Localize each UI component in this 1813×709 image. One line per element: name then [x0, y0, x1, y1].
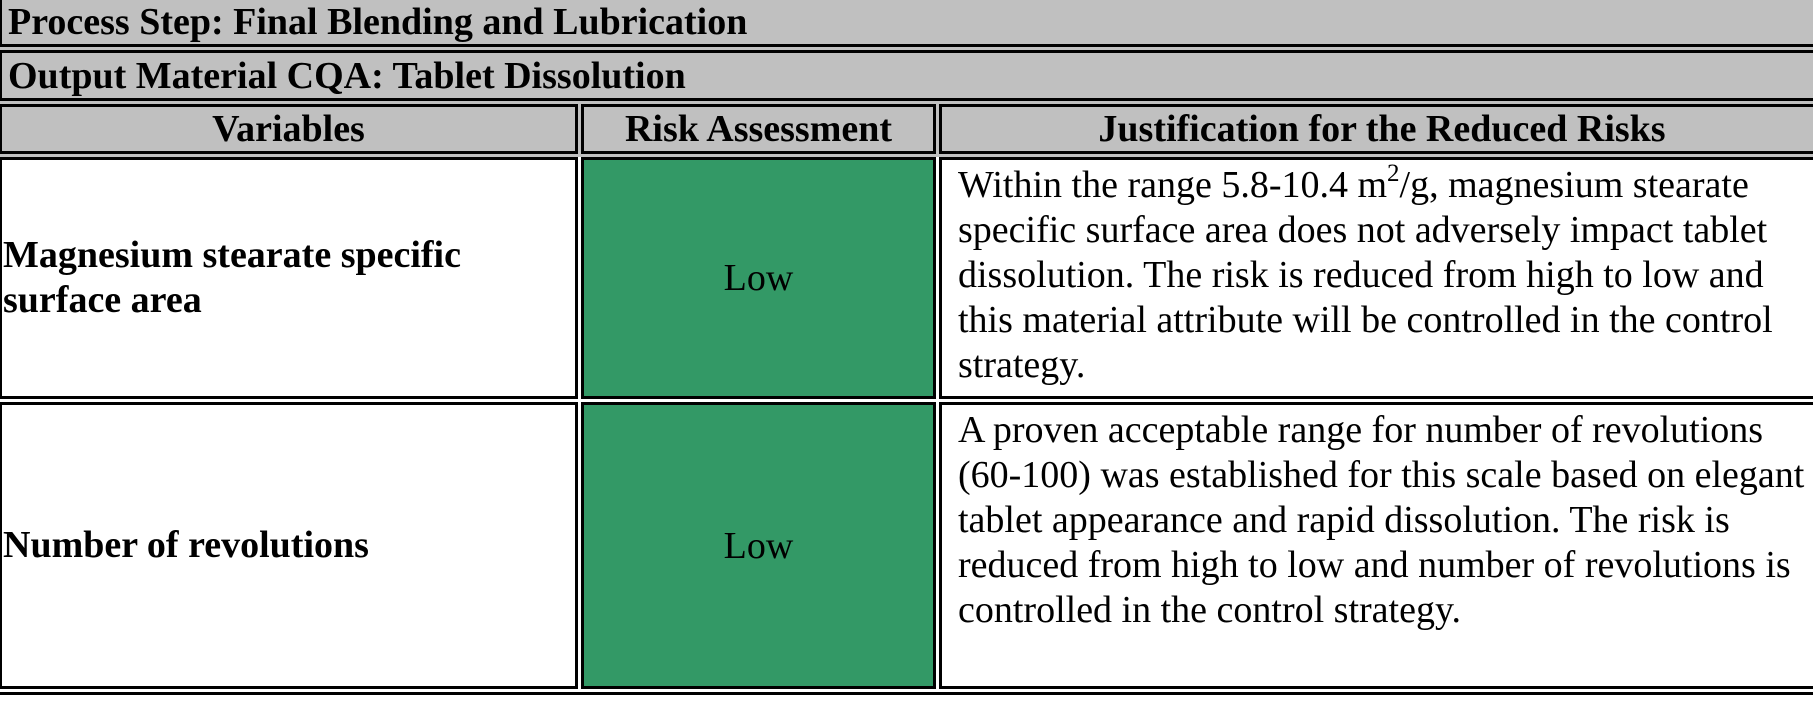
justification-text: Within the range 5.8-10.4 m: [958, 164, 1388, 206]
risk-cell: [581, 402, 936, 689]
column-header-justification: Justification for the Reduced Risks: [939, 104, 1813, 154]
risk-cell: [581, 157, 936, 399]
risk-label: Low: [723, 257, 794, 299]
risk-label: Low: [723, 524, 794, 567]
variable-cell: Number of revolutions: [0, 402, 578, 689]
variable-cell: Magnesium stearate specific surface area: [0, 157, 578, 399]
column-header-row: [0, 104, 1813, 154]
process-step-title: Process Step: Final Blending and Lubrication: [0, 0, 1813, 47]
output-cqa-row: [0, 50, 1813, 101]
table-row: [0, 402, 1813, 689]
table-row: [0, 157, 1813, 399]
column-header-risk-assessment: Risk Assessment: [581, 104, 936, 154]
process-step-row: [0, 0, 1813, 47]
justification-text: A proven acceptable range for number of revolutions (60-100) was established for this scale based on elegant tablet appearance and rapid dissolution. The risk is reduced from high to low and number of revolutions is controlled in the control strategy.: [958, 409, 1805, 631]
superscript: 2: [1387, 160, 1400, 187]
justification-cell: [939, 402, 1813, 689]
justification-text: /g, magnesium stearate specific surface area does not adversely impact tablet dissolution. The risk is reduced from high to low and this material attribute will be controlled in the control strategy.: [958, 164, 1773, 386]
output-cqa-title: Output Material CQA: Tablet Dissolution: [0, 50, 1813, 101]
justification-cell: [939, 157, 1813, 399]
column-header-variables: Variables: [0, 104, 578, 154]
